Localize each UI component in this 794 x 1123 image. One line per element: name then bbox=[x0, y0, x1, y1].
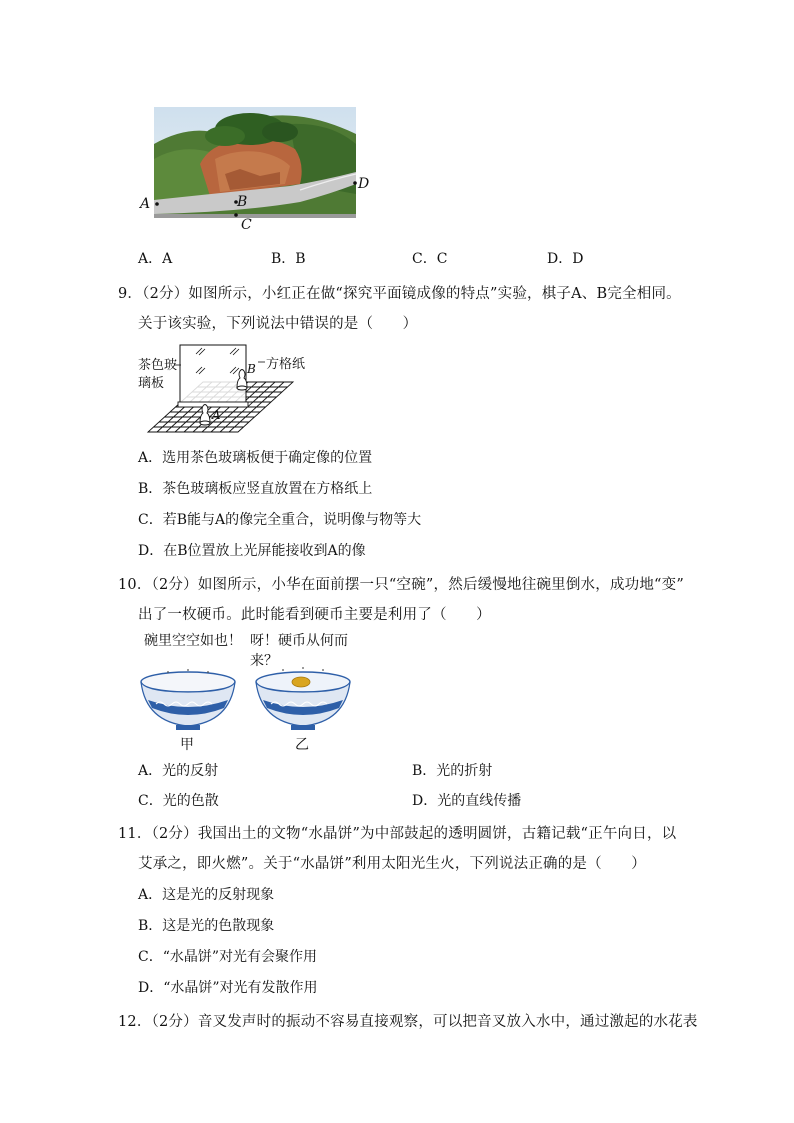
q9-option-b[interactable]: B．茶色玻璃板应竖直放置在方格纸上 bbox=[138, 481, 373, 497]
q11-option-d[interactable]: D．“水晶饼”对光有发散作用 bbox=[138, 980, 318, 996]
q9-stem-line-1: 9．（2分）如图所示，小红正在做“探究平面镜成像的特点”实验，棋子A、B完全相同。 bbox=[118, 286, 681, 302]
road-photo-figure bbox=[140, 104, 380, 234]
point-label-d: D bbox=[358, 176, 370, 192]
q10-option-b[interactable]: B．光的折射 bbox=[412, 763, 493, 779]
road-photo bbox=[140, 104, 380, 234]
q9-option-d[interactable]: D．在B位置放上光屏能接收到A的像 bbox=[138, 543, 366, 559]
bowl-with-coin bbox=[256, 667, 350, 730]
point-c-marker bbox=[234, 213, 238, 217]
caption-left: 碗里空空如也！ bbox=[144, 633, 242, 649]
q10-stem-line-1: 10．（2分）如图所示，小华在面前摆一只“空碗”，然后缓慢地往碗里倒水，成功地“变” bbox=[118, 577, 684, 593]
coin bbox=[292, 677, 310, 687]
q10-option-c[interactable]: C．光的色散 bbox=[138, 793, 219, 809]
q8-option-d[interactable]: D．D bbox=[547, 251, 584, 267]
q10-option-d[interactable]: D．光的直线传播 bbox=[412, 793, 522, 809]
point-d-marker bbox=[353, 181, 357, 185]
glass-plate-label-2: 璃板 bbox=[138, 376, 165, 391]
q11-stem-line-2: 艾承之，即火燃”。关于“水晶饼”利用太阳光生火，下列说法正确的是（ ） bbox=[138, 856, 646, 872]
piece-label-a: A bbox=[212, 408, 221, 422]
caption-right: 呀！硬币从何而来？ bbox=[250, 633, 348, 669]
point-label-c: C bbox=[241, 217, 252, 233]
q10-option-a[interactable]: A．光的反射 bbox=[138, 763, 219, 779]
bowl-label-right: 乙 bbox=[295, 737, 309, 753]
q11-option-b[interactable]: B．这是光的色散现象 bbox=[138, 918, 275, 934]
point-a-marker bbox=[155, 202, 159, 206]
bowl-label-left: 甲 bbox=[180, 737, 194, 753]
q12-stem-line-1: 12．（2分）音叉发声时的振动不容易直接观察，可以把音叉放入水中，通过激起的水花表 bbox=[118, 1014, 698, 1030]
mirror-experiment-figure bbox=[138, 340, 308, 440]
point-label-b: B bbox=[237, 194, 248, 210]
bowl-coin-figure bbox=[138, 628, 368, 753]
piece-label-b: B bbox=[247, 362, 256, 376]
q9-option-c[interactable]: C．若B能与A的像完全重合，说明像与物等大 bbox=[138, 512, 422, 528]
q11-option-a[interactable]: A．这是光的反射现象 bbox=[138, 887, 275, 903]
glass-plate-label-1: 茶色玻 bbox=[138, 358, 178, 373]
q9-stem-line-2: 关于该实验，下列说法中错误的是（ ） bbox=[138, 316, 418, 332]
q8-option-a[interactable]: A．A bbox=[138, 251, 173, 267]
q8-option-c[interactable]: C．C bbox=[412, 251, 448, 267]
point-label-a: A bbox=[140, 196, 151, 212]
q9-option-a[interactable]: A．选用茶色玻璃板便于确定像的位置 bbox=[138, 450, 373, 466]
q10-stem-line-2: 出了一枚硬币。此时能看到硬币主要是利用了（ ） bbox=[138, 607, 491, 623]
q8-option-b[interactable]: B．B bbox=[271, 251, 306, 267]
q11-option-c[interactable]: C．“水晶饼”对光有会聚作用 bbox=[138, 949, 318, 965]
bowl-empty bbox=[141, 669, 235, 730]
q11-stem-line-1: 11．（2分）我国出土的文物“水晶饼”为中部鼓起的透明圆饼，古籍记载“正午向日，以 bbox=[118, 826, 677, 842]
grid-paper-label: 方格纸 bbox=[266, 357, 306, 372]
glass-plate bbox=[178, 345, 248, 407]
bowls-illustration bbox=[138, 652, 368, 752]
